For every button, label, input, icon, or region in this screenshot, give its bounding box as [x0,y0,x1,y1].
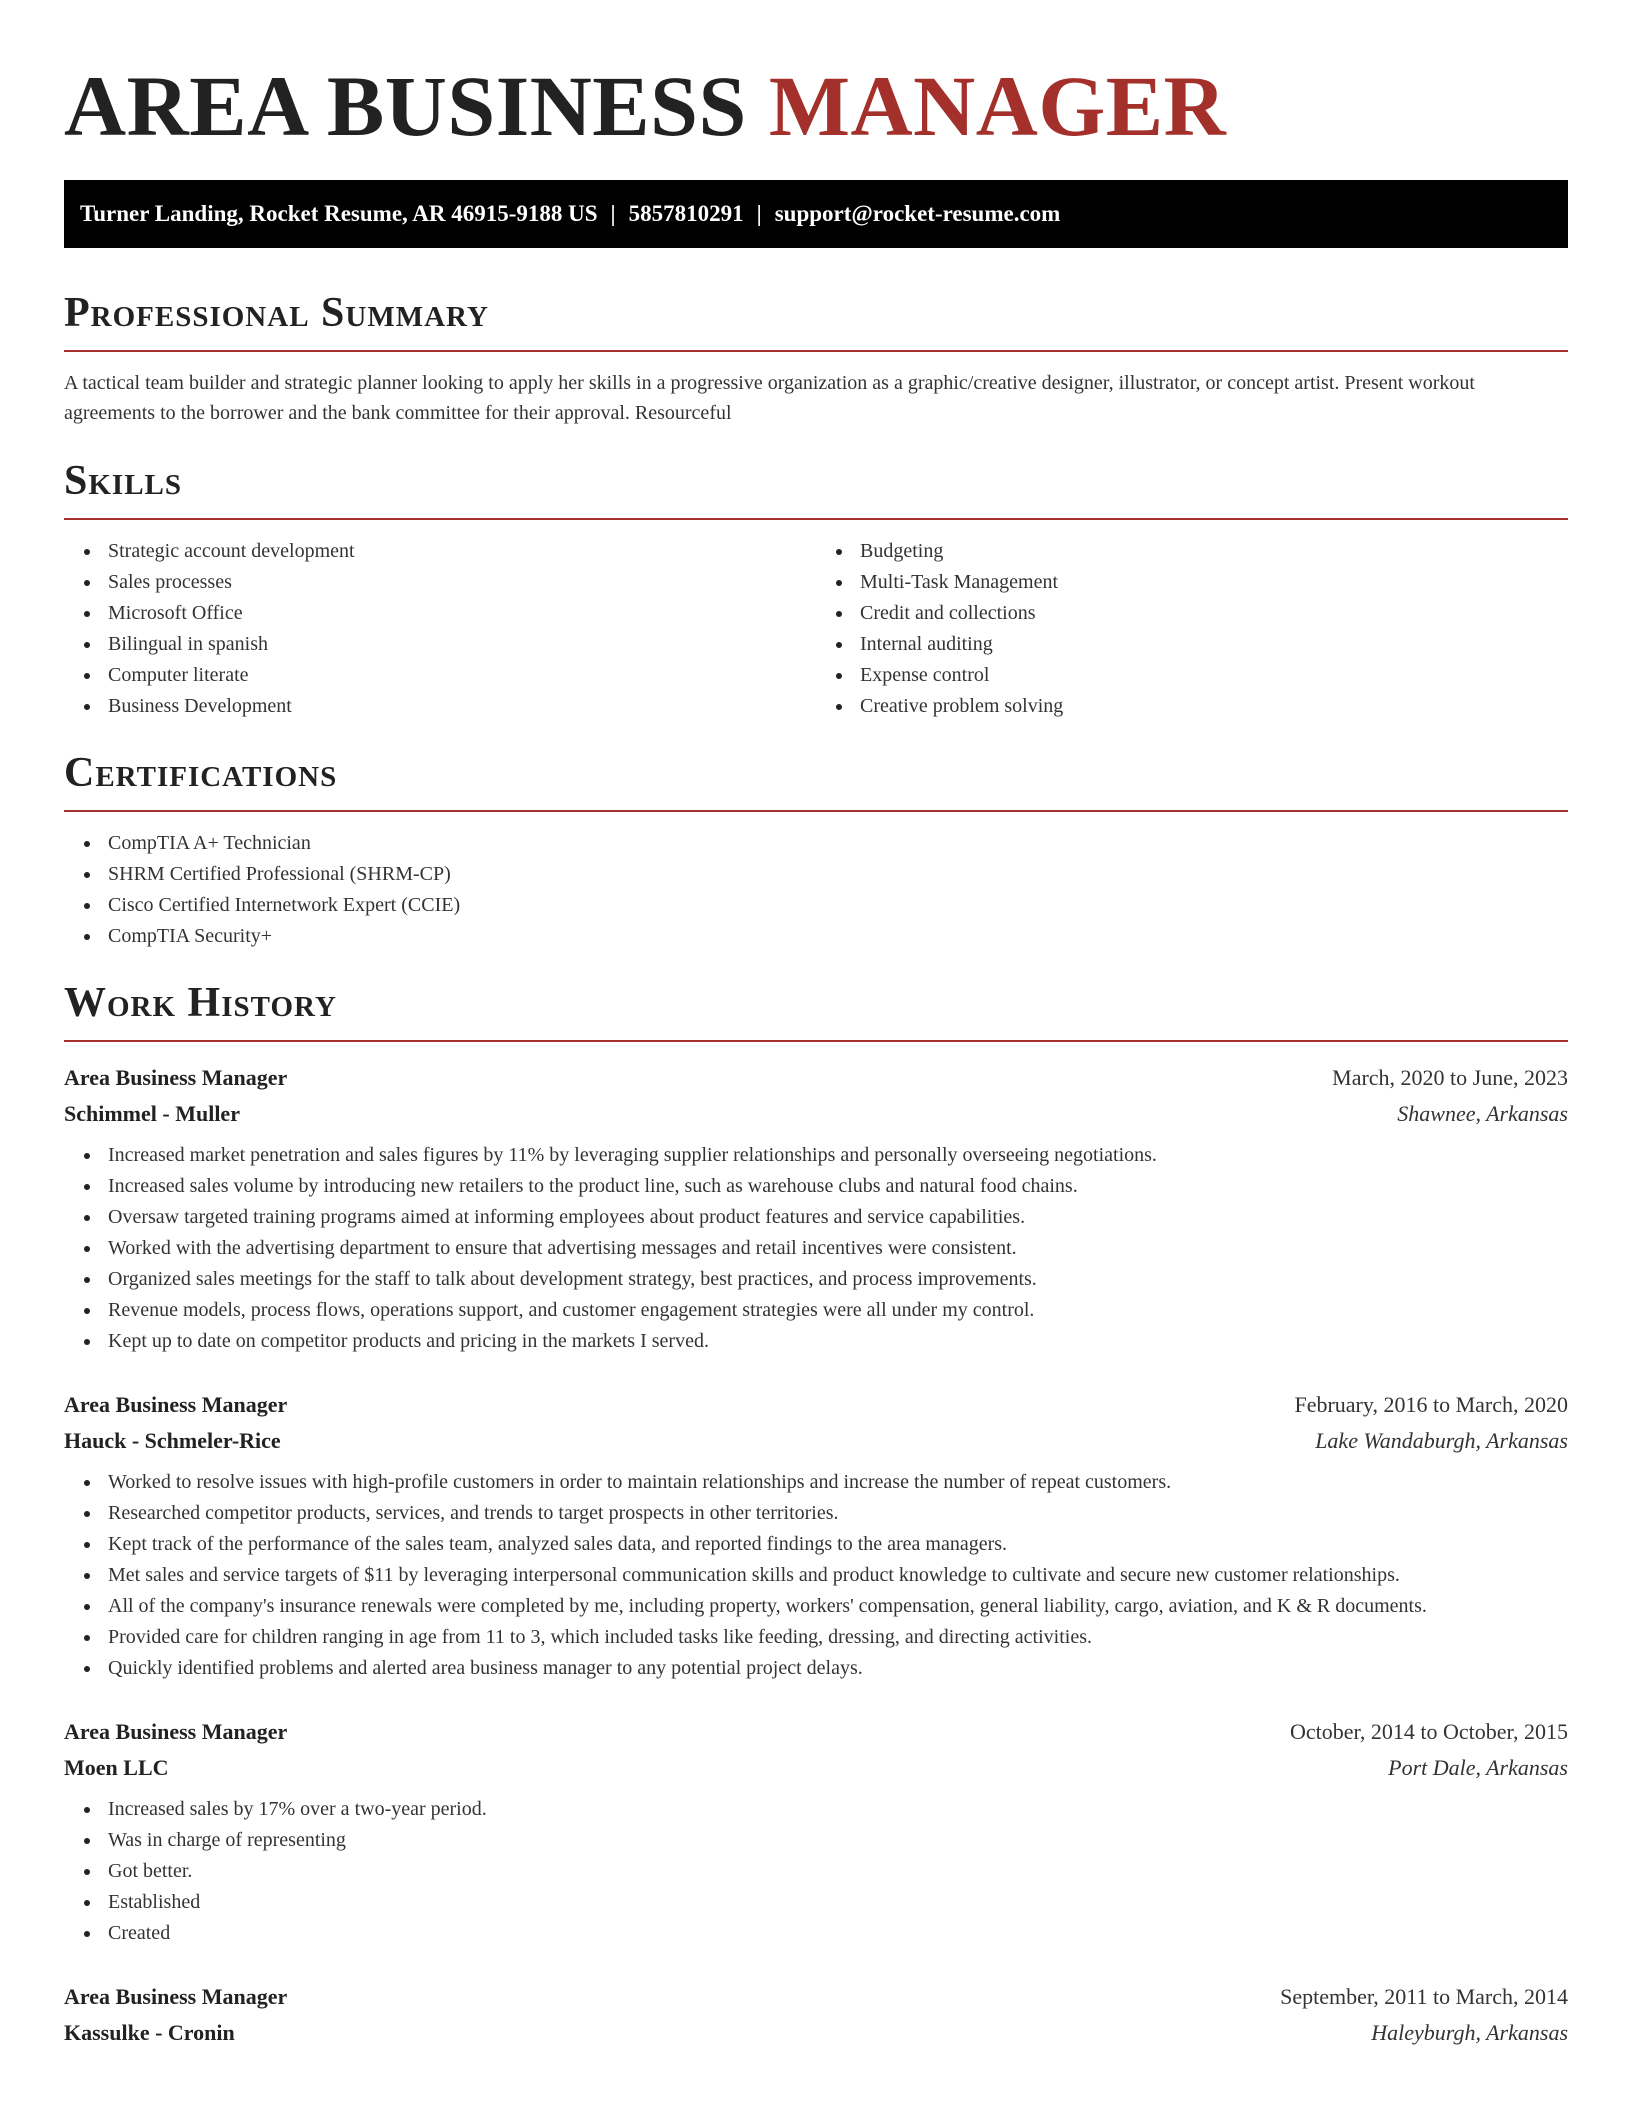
section-heading: Skills [64,458,183,504]
job-bullet: Created [64,1918,1568,1949]
skills-list-left [64,536,816,722]
job-subheader [64,1750,1568,1786]
skill-item: Microsoft Office [64,598,816,629]
job-subheader [64,1423,1568,1459]
skill-item: Bilingual in spanish [64,629,816,660]
certification-item: CompTIA A+ Technician [64,828,1568,859]
contact-separator: | [610,201,616,226]
job-bullet: Increased sales volume by introducing new retailers to the product line, such as warehouse clubs and natural food chains. [64,1171,1568,1202]
page-title [64,0,1568,172]
contact-phone: 5857810291 [628,201,744,226]
job-dates: September, 2011 to March, 2014 [1280,1984,1568,2009]
job-entry [64,1060,1568,1357]
job-bullet: Established [64,1887,1568,1918]
skill-item: Internal auditing [816,629,1568,660]
summary-section [64,288,1568,428]
job-bullet: Increased sales by 17% over a two-year period. [64,1794,1568,1825]
certifications-section [64,748,1568,952]
job-bullet: Got better. [64,1856,1568,1887]
job-bullet: Increased market penetration and sales figures by 11% by leveraging supplier relationships and personally overseeing negotiations. [64,1140,1568,1171]
job-title: Area Business Manager [64,1065,288,1090]
job-entry [64,1387,1568,1684]
skills-grid [64,536,1568,722]
skill-item: Strategic account development [64,536,816,567]
job-bullet: Met sales and service targets of $11 by leveraging interpersonal communication skills and product knowledge to cultivate and secure new customer relationships. [64,1560,1568,1591]
job-bullet: Kept up to date on competitor products and pricing in the markets I served. [64,1326,1568,1357]
skills-list-right [816,536,1568,722]
job-company: Hauck - Schmeler-Rice [64,1428,281,1453]
certification-item: Cisco Certified Internetwork Expert (CCIE) [64,890,1568,921]
section-heading: Professional Summary [64,290,489,336]
job-bullet: Revenue models, process flows, operations support, and customer engagement strategies were all under my control. [64,1295,1568,1326]
job-bullet: Was in charge of representing [64,1825,1568,1856]
job-bullet: Oversaw targeted training programs aimed at informing employees about product features and service capabilities. [64,1202,1568,1233]
skill-item: Multi-Task Management [816,567,1568,598]
contact-separator: | [756,201,762,226]
section-heading: Work History [64,980,337,1026]
job-dates: October, 2014 to October, 2015 [1289,1719,1568,1744]
job-bullet: Quickly identified problems and alerted area business manager to any potential project delays. [64,1653,1568,1684]
section-divider [64,518,1568,520]
job-header [64,1060,1568,1096]
job-bullet: Worked with the advertising department to ensure that advertising messages and retail incentives were consistent. [64,1233,1568,1264]
skill-item: Computer literate [64,660,816,691]
certification-item: SHRM Certified Professional (SHRM-CP) [64,859,1568,890]
certification-item: CompTIA Security+ [64,921,1568,952]
job-location: Shawnee, Arkansas [1397,1101,1568,1126]
job-bullet: Provided care for children ranging in age from 11 to 3, which included tasks like feeding, dressing, and directing activities. [64,1622,1568,1653]
job-bullet: Organized sales meetings for the staff to talk about development strategy, best practices, and process improvements. [64,1264,1568,1295]
job-location: Lake Wandaburgh, Arkansas [1315,1428,1568,1453]
job-title: Area Business Manager [64,1719,288,1744]
section-heading: Certifications [64,750,338,796]
title-accent: MANAGER [768,58,1227,154]
job-bullet: Worked to resolve issues with high-profile customers in order to maintain relationships and increase the number of repeat customers. [64,1467,1568,1498]
job-location: Port Dale, Arkansas [1388,1755,1568,1780]
skills-section [64,456,1568,722]
summary-text: A tactical team builder and strategic planner looking to apply her skills in a progressive organization as a graphic/creative designer, illustrator, or concept artist. Present workout agreements to the borrower and the bank committee for their approval. Resourceful [64,372,1475,424]
contact-bar [64,180,1568,248]
job-dates: March, 2020 to June, 2023 [1332,1065,1568,1090]
job-entry [64,1979,1568,2051]
contact-address: Turner Landing, Rocket Resume, AR 46915-9188 US [80,201,598,226]
job-bullets [64,1467,1568,1684]
section-divider [64,1040,1568,1042]
skill-item: Business Development [64,691,816,722]
job-bullet: All of the company's insurance renewals were completed by me, including property, workers' compensation, general liability, cargo, aviation, and K & R documents. [64,1591,1568,1622]
section-divider [64,810,1568,812]
job-bullet: Kept track of the performance of the sales team, analyzed sales data, and reported findings to the area managers. [64,1529,1568,1560]
job-location: Haleyburgh, Arkansas [1371,2020,1568,2045]
job-company: Kassulke - Cronin [64,2020,235,2045]
skill-item: Credit and collections [816,598,1568,629]
job-title: Area Business Manager [64,1984,288,2009]
job-header [64,1387,1568,1423]
skill-item: Sales processes [64,567,816,598]
job-header [64,1979,1568,2015]
skill-item: Expense control [816,660,1568,691]
job-title: Area Business Manager [64,1392,288,1417]
job-bullet: Researched competitor products, services, and trends to target prospects in other territories. [64,1498,1568,1529]
job-dates: February, 2016 to March, 2020 [1294,1392,1568,1417]
skill-item: Creative problem solving [816,691,1568,722]
job-company: Moen LLC [64,1755,169,1780]
job-header [64,1714,1568,1750]
section-divider [64,350,1568,352]
title-main: AREA BUSINESS [64,58,747,154]
job-entry [64,1714,1568,1949]
job-subheader [64,1096,1568,1132]
contact-email: support@rocket-resume.com [774,201,1061,226]
work-history-section [64,978,1568,2051]
job-bullets [64,1140,1568,1357]
job-bullets [64,1794,1568,1949]
job-company: Schimmel - Muller [64,1101,240,1126]
skill-item: Budgeting [816,536,1568,567]
job-subheader [64,2015,1568,2051]
certifications-list [64,828,1568,952]
